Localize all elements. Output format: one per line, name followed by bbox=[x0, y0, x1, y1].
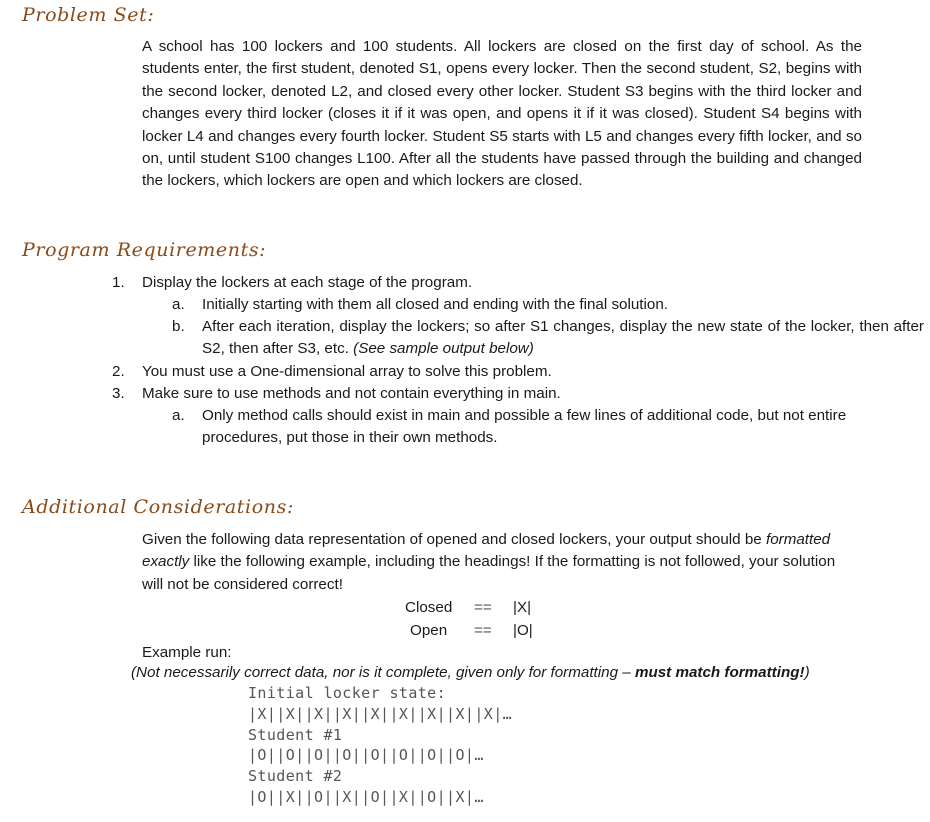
formatting-note-text: (Not necessarily correct data, nor is it complete, given only for formatting – bbox=[131, 664, 631, 681]
list-number: 1. bbox=[112, 274, 125, 291]
intro-text: Given the following data representation of opened and closed lockers, your output should be bbox=[142, 531, 762, 548]
list-number: 2. bbox=[112, 363, 125, 380]
list-letter: a. bbox=[172, 296, 185, 313]
sample-output-line: |O||O||O||O||O||O||O||O|… bbox=[248, 746, 484, 764]
example-run-label: Example run: bbox=[142, 644, 232, 661]
requirement-1a-text: Initially starting with them all closed and ending with the final solution. bbox=[202, 296, 669, 313]
sample-output-line: Student #2 bbox=[248, 767, 343, 785]
formatting-note-close: ) bbox=[804, 664, 810, 681]
additional-intro-paragraph bbox=[142, 529, 842, 596]
requirement-3a-text: Only method calls should exist in main and possible a few lines of additional code, but not entire procedures, put those in their own methods. bbox=[202, 407, 847, 447]
requirement-1b-main: After each iteration, display the lockers; so after S1 changes, display the new state of the locker, then after S2, then after S3, etc. bbox=[202, 318, 924, 358]
sample-output-line: Initial locker state: bbox=[248, 684, 447, 702]
requirement-1b-note: (See sample output below) bbox=[353, 340, 534, 358]
legend-open-label: Open bbox=[410, 622, 448, 639]
formatting-note-bold: must match formatting! bbox=[634, 664, 805, 681]
intro-emphasis: formatted exactly bbox=[142, 531, 831, 571]
requirement-2-text: You must use a One-dimensional array to solve this problem. bbox=[142, 363, 552, 380]
legend-closed-label: Closed bbox=[405, 599, 453, 616]
legend-closed-symbol: |X| bbox=[513, 599, 532, 616]
problem-set-heading: Problem Set: bbox=[22, 4, 155, 26]
legend-open-symbol: |O| bbox=[513, 622, 533, 639]
additional-considerations-heading: Additional Considerations: bbox=[22, 496, 294, 518]
requirement-1-text: Display the lockers at each stage of the program. bbox=[142, 274, 473, 291]
sample-output-line: |X||X||X||X||X||X||X||X||X|… bbox=[248, 705, 513, 723]
intro-text-continued: like the following example, including the headings! If the formatting is not followed, your solution will not be considered correct! bbox=[142, 553, 836, 593]
sample-output-line: Student #1 bbox=[248, 726, 343, 744]
list-letter: b. bbox=[172, 318, 185, 335]
program-requirements-heading: Program Requirements: bbox=[22, 239, 267, 261]
list-number: 3. bbox=[112, 385, 125, 402]
legend-equals: == bbox=[474, 622, 492, 639]
requirement-1b-text bbox=[202, 316, 924, 361]
legend-equals: == bbox=[474, 599, 492, 616]
formatting-note bbox=[131, 662, 810, 684]
list-letter: a. bbox=[172, 407, 185, 424]
sample-output-line: |O||X||O||X||O||X||O||X|… bbox=[248, 788, 484, 806]
requirement-3-text: Make sure to use methods and not contain everything in main. bbox=[142, 385, 561, 402]
problem-set-paragraph: A school has 100 lockers and 100 students. All lockers are closed on the first day of school. As the students enter, the first student, denoted S1, opens every locker. Then the second student, S2, begins with the second locker, denoted L2, and closed every other locker. Student S3 begins with the third locker and changes every third locker (closes it if it was open, and opens it if it was closed). Student S4 begins with locker L4 and changes every fourth locker. Student S5 starts with L5 and changes every fifth locker, and so on, until student S100 changes L100. After all the students have passed through the building and changed the lockers, which lockers are open and which lockers are closed. bbox=[142, 38, 862, 190]
